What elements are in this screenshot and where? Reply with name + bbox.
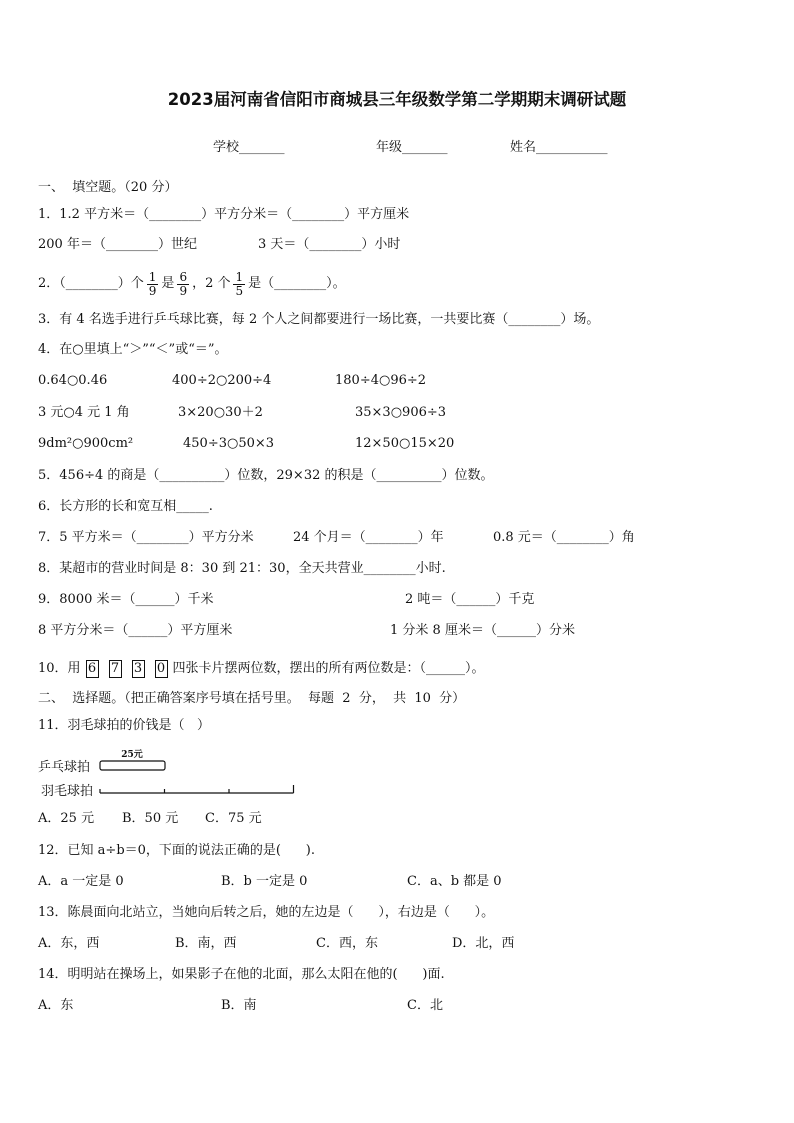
compare-item: 400÷2○200÷4 — [172, 373, 272, 388]
section-heading-fill-in: 一、 填空题。（20 分） — [38, 180, 178, 195]
section-heading-multiple-choice: 二、 选择题。（把正确答案序号填在括号里。 每题 2 分， 共 10 分） — [38, 691, 466, 706]
compare-item: 12×50○15×20 — [355, 436, 455, 451]
option-b: B．b 一定是 0 — [221, 874, 308, 889]
question-7-part-1: 7．5 平方米＝（________）平方分米 — [38, 530, 254, 545]
question-10-lead: 10．用 — [38, 660, 81, 676]
question-2-tail: 是（________）。 — [248, 276, 346, 291]
question-14-stem: 14．明明站在操场上，如果影子在他的北面，那么太阳在他的( )面. — [38, 967, 445, 982]
compare-item: 180÷4○96÷2 — [335, 373, 427, 388]
page-title: 2023届河南省信阳市商城县三年级数学第二学期期末调研试题 — [167, 90, 627, 109]
fraction-denominator: 9 — [179, 283, 188, 298]
question-2-is: 是 — [161, 276, 175, 291]
option-c: C．a、b 都是 0 — [407, 874, 502, 889]
question-13-stem: 13．陈晨面向北站立，当她向后转之后，她的左边是（ ），右边是（ ）。 — [38, 905, 495, 920]
fraction-six-ninths — [177, 271, 189, 298]
option-d: D．北，西 — [452, 936, 515, 951]
fraction-one-fifth — [233, 271, 245, 298]
option-a: A．东，西 — [38, 936, 100, 951]
name-field: 姓名___________ — [510, 140, 608, 155]
number-card: 0 — [155, 660, 168, 678]
question-1-hours: 3 天＝（________）小时 — [258, 237, 401, 252]
option-c: C．75 元 — [205, 811, 262, 826]
option-c: C．北 — [407, 998, 443, 1013]
fraction-numerator: 1 — [235, 269, 244, 284]
compare-item: 3×20○30＋2 — [178, 405, 263, 420]
question-12-stem: 12．已知 a÷b＝0，下面的说法正确的是( ). — [38, 843, 315, 858]
question-11-stem: 11．羽毛球拍的价钱是（ ） — [38, 718, 210, 733]
number-card: 3 — [132, 660, 145, 678]
number-card: 6 — [86, 660, 99, 678]
badminton-racket-line — [100, 785, 294, 793]
price-comparison-diagram — [38, 744, 308, 802]
option-b: B．南，西 — [175, 936, 237, 951]
number-card: 7 — [109, 660, 122, 678]
question-6: 6．长方形的长和宽互相_____. — [38, 499, 213, 514]
pingpong-paddle-bar — [100, 761, 165, 770]
compare-item: 35×3○906÷3 — [355, 405, 447, 420]
option-a: A．25 元 — [38, 811, 95, 826]
question-2 — [38, 269, 346, 299]
compare-item: 450÷3○50×3 — [183, 436, 275, 451]
option-c: C．西，东 — [316, 936, 378, 951]
question-2-mid: ，2 个 — [192, 276, 231, 291]
fraction-numerator: 1 — [148, 269, 157, 284]
question-1-century: 200 年＝（________）世纪 — [38, 237, 197, 252]
option-b: B．50 元 — [122, 811, 179, 826]
pingpong-paddle-label: 乒乓球拍 — [38, 760, 91, 775]
question-1-line-1: 1．1.2 平方米＝（________）平方分米＝（________）平方厘米 — [38, 207, 410, 222]
question-3: 3．有 4 名选手进行乒乓球比赛，每 2 个人之间都要进行一场比赛，一共要比赛（________）场。 — [38, 312, 600, 327]
question-9-item: 9．8000 米＝（______）千米 — [38, 592, 214, 607]
fraction-numerator: 6 — [179, 269, 188, 284]
question-4-instruction: 4．在○里填上“＞”“＜”或“＝”。 — [38, 342, 228, 357]
question-10 — [38, 659, 485, 678]
question-5: 5．456÷4 的商是（__________）位数，29×32 的积是（__________）位数。 — [38, 468, 494, 483]
school-field: 学校_______ — [213, 140, 285, 155]
grade-field: 年级_______ — [376, 140, 448, 155]
compare-item: 0.64○0.46 — [38, 373, 108, 388]
question-10-tail: 四张卡片摆两位数，摆出的所有两位数是：（______）。 — [172, 660, 485, 676]
fraction-denominator: 9 — [148, 283, 157, 298]
compare-item: 3 元○4 元 1 角 — [38, 405, 130, 420]
question-7-part-2: 24 个月＝（________）年 — [293, 530, 444, 545]
compare-item: 9dm²○900cm² — [38, 436, 134, 451]
fraction-denominator: 5 — [235, 283, 244, 298]
option-a: A．东 — [38, 998, 74, 1013]
question-2-lead: 2．（________）个 — [38, 276, 144, 291]
question-7-part-3: 0.8 元＝（________）角 — [493, 530, 635, 545]
fraction-one-ninth — [147, 271, 159, 298]
question-9-item: 1 分米 8 厘米＝（______）分米 — [390, 623, 575, 638]
question-9-item: 8 平方分米＝（______）平方厘米 — [38, 623, 233, 638]
question-8: 8．某超市的营业时间是 8：30 到 21：30，全天共营业________小时. — [38, 561, 446, 576]
badminton-racket-label: 羽毛球拍 — [41, 784, 94, 799]
question-9-item: 2 吨＝（______）千克 — [405, 592, 535, 607]
option-b: B．南 — [221, 998, 257, 1013]
price-label: 25元 — [121, 750, 143, 760]
option-a: A．a 一定是 0 — [38, 874, 124, 889]
